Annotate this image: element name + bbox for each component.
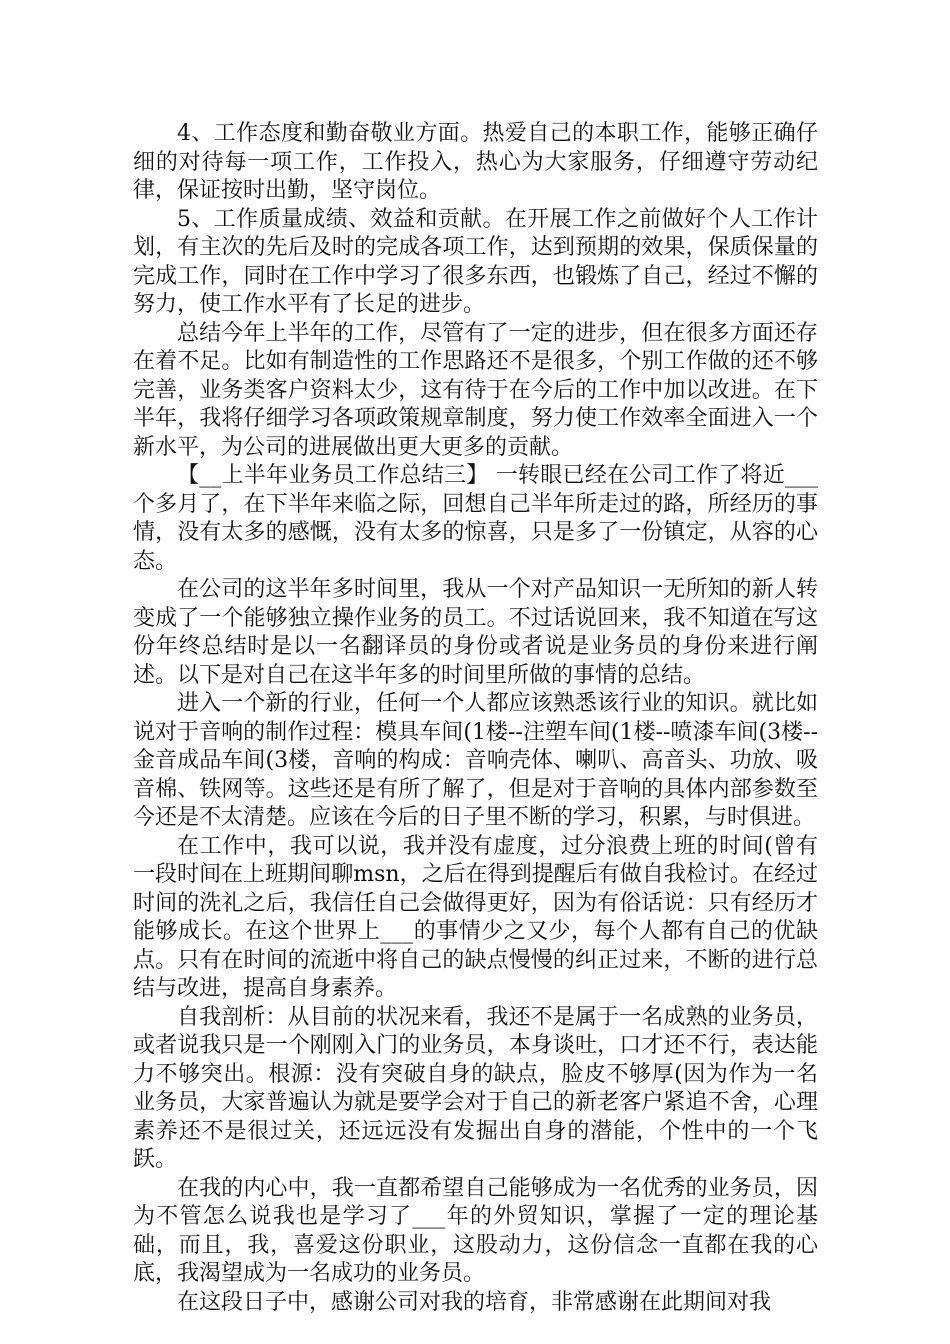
- section-heading: 【__上半年业务员工作总结三】: [177, 463, 489, 488]
- paragraph-inner-wish: [133, 1175, 818, 1289]
- paragraph-self-analysis: [133, 1004, 818, 1175]
- paragraph-text: 4、工作态度和勤奋敬业方面。热爱自己的本职工作，能够正确仔细的对待每一项工作，工作投入，热心为大家服务，仔细遵守劳动纪律，保证按时出勤，坚守岗位。: [133, 121, 818, 203]
- paragraph-text: 总结今年上半年的工作，尽管有了一定的进步，但在很多方面还存在着不足。比如有制造性的工作思路还不是很多，个别工作做的还不够完善，业务类客户资料太少，这有待于在今后的工作中加以改进。在下半年，我将仔细学习各项政策规章制度，努力使工作效率全面进入一个新水平，为公司的进展做出更大更多的贡献。: [133, 320, 818, 460]
- paragraph-text: 在这段日子中，感谢公司对我的培育，非常感谢在此期间对我: [177, 1289, 772, 1315]
- paragraph-industry-knowledge: [133, 690, 818, 833]
- paragraph-at-work: [133, 833, 818, 1004]
- paragraph-half-year-summary: [133, 320, 818, 463]
- paragraph-text: 进入一个新的行业，任何一个人都应该熟悉该行业的知识。就比如说对于音响的制作过程：模具车间(1楼--注塑车间(1楼--喷漆车间(3楼--金音成品车间(3楼，音响的构成：音响壳体、喇叭、高音头、功放、吸音棉、铁网等。这些还是有所了解了，但是对于音响的具体内部参数至今还是不太清楚。应该在今后的日子里不断的学习，积累，与时俱进。: [133, 691, 819, 830]
- paragraph-text: 5、工作质量成绩、效益和贡献。在开展工作之前做好个人工作计划，有主次的先后及时的完成各项工作，达到预期的效果，保质保量的完成工作，同时在工作中学习了很多东西，也锻炼了自己，经过不懈的努力，使工作水平有了长足的进步。: [133, 206, 818, 317]
- paragraph-text: 在工作中，我可以说，我并没有虚度，过分浪费上班的时间(曾有一段时间在上班期间聊msn，之后在得到提醒后有做自我检讨。在经过时间的洗礼之后，我信任自己会做得更好，因为有俗话说：只有经历才能够成长。在这个世界上___的事情少之又少，每个人都有自己的优缺点。只有在时间的流逝中将自己的缺点慢慢的纠正过来，不断的进行总结与改进，提高自身素养。: [133, 833, 818, 1001]
- paragraph-text: 在我的内心中，我一直都希望自己能够成为一名优秀的业务员，因为不管怎么说我也是学习了___年的外贸知识，掌握了一定的理论基础，而且，我，喜爱这份职业，这股动力，这份信念一直都在我的心底，我渴望成为一名成功的业务员。: [133, 1175, 818, 1286]
- paragraph-company-time: [133, 576, 818, 690]
- paragraph-text: 在公司的这半年多时间里，我从一个对产品知识一无所知的新人转变成了一个能够独立操作业务的员工。不过话说回来，我不知道在写这份年终总结时是以一名翻译员的身份或者说是业务员的身份来进行阐述。以下是对自己在这半年多的时间里所做的事情的总结。: [133, 577, 818, 688]
- paragraph-section-three: [133, 462, 818, 576]
- document-page: [133, 120, 818, 1317]
- paragraph-gratitude: [133, 1289, 818, 1318]
- paragraph-work-attitude: [133, 120, 818, 206]
- paragraph-text: 自我剖析：从目前的状况来看，我还不是属于一名成熟的业务员，或者说我只是一个刚刚入门的业务员，本身谈吐，口才还不行，表达能力不够突出。根源：没有突破自身的缺点，脸皮不够厚(因为作为一名业务员，大家普遍认为就是要学会对于自己的新老客户紧追不舍，心理素养还不是很过关，还远远没有发掘出自身的潜能，个性中的一个飞跃。: [133, 1004, 818, 1172]
- paragraph-text: 一转眼已经在公司工作了将近___个多月了，在下半年来临之际，回想自己半年所走过的路，所经历的事情，没有太多的感慨，没有太多的惊喜，只是多了一份镇定，从容的心态。: [133, 463, 818, 574]
- paragraph-work-quality: [133, 206, 818, 320]
